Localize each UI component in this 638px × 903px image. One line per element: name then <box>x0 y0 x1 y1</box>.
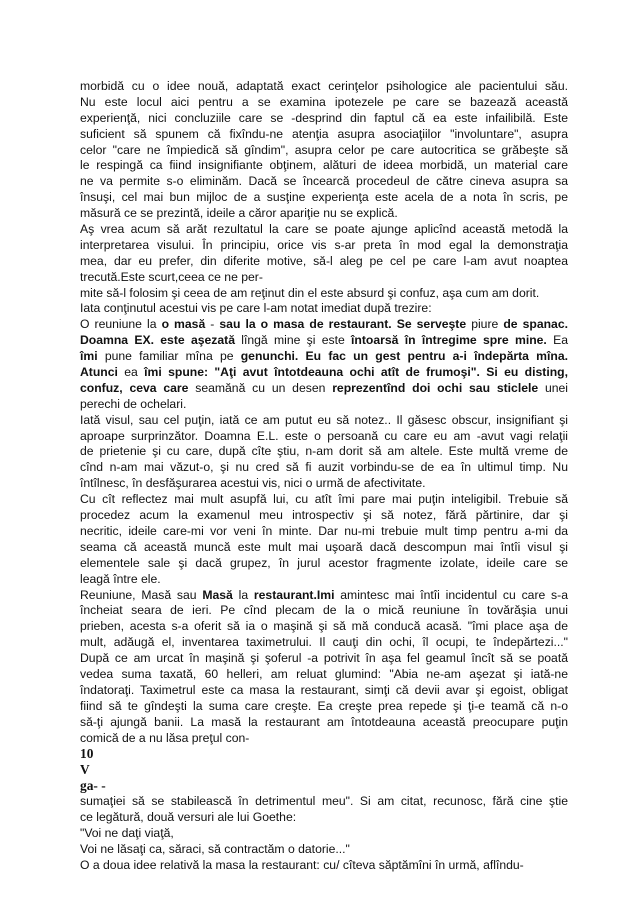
text-line <box>80 492 568 508</box>
text-run: sumaţiei să se stabilească în detrimentul meu". Si am citat, recunosc, fără cine ştie <box>80 794 568 809</box>
text-run: la <box>232 587 254 602</box>
bold-text-run: îmi <box>80 349 98 364</box>
text-line <box>80 413 568 429</box>
text-line <box>80 731 568 747</box>
text-line <box>80 619 568 635</box>
text-line <box>80 301 568 317</box>
text-run: comică de a nu lăsa preţul con- <box>80 730 250 745</box>
text-run: procedez acum la examenul meu introspectiv şi să notez, fără părtinire, dar şi <box>80 508 568 523</box>
text-line <box>80 222 568 238</box>
text-line <box>80 588 568 604</box>
text-run: pune familiar mîna pe <box>97 349 241 364</box>
bold-text-run: 10 <box>80 746 94 762</box>
text-line <box>80 444 568 460</box>
text-line <box>80 635 568 651</box>
text-run: mite să-l folosim şi ceea de am reţinut din el este absurd şi confuz, aşa cum am dorit. <box>80 285 540 300</box>
text-line <box>80 476 568 492</box>
text-run: aproape surprinzător. Doamna E.L. este o persoană cu care eu am -avut vagi relaţii <box>80 428 568 443</box>
text-line <box>80 651 568 667</box>
text-line <box>80 365 568 381</box>
text-line <box>80 858 568 874</box>
text-run: îndatoraţi. Taximetrul este ca masa la restaurant, simţi că devii avar şi egoist, obligat <box>80 682 568 697</box>
text-run: lîngă mine şi este <box>234 333 352 348</box>
text-line <box>80 238 568 254</box>
bold-text-run: genunchi. <box>240 349 299 364</box>
text-run: experienţă, nici concluziile care se -desprind din faptul că ea este infailibilă. Este <box>80 110 568 125</box>
text-line <box>80 111 568 127</box>
bold-text-run: Atunci <box>80 365 118 380</box>
text-run: Iata conţinutul acestui vis pe care l-am notat imediat după trezire: <box>80 301 432 316</box>
text-run <box>298 349 305 363</box>
text-line <box>80 778 568 794</box>
bold-text-run: ga- - <box>80 778 106 794</box>
text-line <box>80 810 568 826</box>
bold-text-run: V <box>80 762 90 778</box>
text-run: cînd n-am mai văzut-o, şi nu cred să fi auzit vorbindu-se de ea în ultimul timp. Nu <box>80 460 568 475</box>
text-run: celor "care ne împiedică să gîndim", asupra celor pe care autocritica se grăbeşte să <box>80 142 568 157</box>
text-run: ce legătură, două versuri ale lui Goethe: <box>80 809 297 824</box>
text-line <box>80 540 568 556</box>
text-run: O reuniune la <box>80 317 162 332</box>
text-line <box>80 603 568 619</box>
text-line <box>80 683 568 699</box>
text-run: perechi de ochelari. <box>80 396 187 411</box>
text-line <box>80 127 568 143</box>
text-line <box>80 95 568 111</box>
text-run: măsură ce se prezintă, ideile a căror apariţie nu se explică. <box>80 206 398 221</box>
bold-text-run: fac un gest pentru a-i îndepărta mîna. <box>328 349 568 364</box>
text-run: ne va permite s-o eliminăm. Dacă se încearcă procedeul de către cineva asupra sa <box>80 174 568 189</box>
bold-text-run: o masă <box>161 317 206 332</box>
text-run: Ea <box>546 333 568 348</box>
text-run: seamănă cu un desen <box>188 380 333 395</box>
text-run: necritic, ideile care-mi vor veni în minte. Dar nu-mi trebuie mult timp pentru a-mi da <box>80 523 568 538</box>
text-line <box>80 286 568 302</box>
text-run: elementele sale şi dacă grupez, în jurul acestor fragmente izolate, ideile care se <box>80 555 568 570</box>
text-run: unei <box>538 380 569 395</box>
bold-text-run: îmi spune: "Aţi avut întotdeauna ochi atît de frumoşi". Si eu disting, <box>144 365 568 380</box>
text-run: amintesc mai întîi incidentul cu care s-a <box>334 587 568 602</box>
text-run: încheiat seara de ieri. Pe cînd plecam de la o mică reuniune în tovărăşia unui <box>80 603 568 618</box>
text-run: le respingă ca fiind insignifiante obţinem, alături de ideea morbidă, un material care <box>80 158 568 173</box>
text-line <box>80 190 568 206</box>
text-line <box>80 381 568 397</box>
text-run: Reuniune, Masă sau <box>80 587 203 602</box>
bold-text-run: întoarsă în întregime spre mine. <box>351 333 547 348</box>
bold-text-run: Masă <box>202 587 233 602</box>
bold-text-run: de spanac. <box>503 317 569 332</box>
text-line <box>80 572 568 588</box>
text-line <box>80 842 568 858</box>
text-line <box>80 715 568 731</box>
text-line <box>80 794 568 810</box>
text-line <box>80 79 568 95</box>
text-run: ea <box>117 365 145 380</box>
text-line <box>80 254 568 270</box>
text-run: suficient să spunem că fixîndu-ne atenţia asupra asociaţiilor "involuntare", asupra <box>80 126 568 141</box>
text-run: Iată visul, sau cel puţin, iată ce am putut eu să notez.. Il găsesc obscur, insignifiant şi <box>80 412 568 427</box>
text-line <box>80 174 568 190</box>
text-line <box>80 508 568 524</box>
text-run: - <box>205 317 220 332</box>
bold-text-run: confuz, ceva care <box>80 380 189 395</box>
text-run: seama că această muncă este mult mai uşoară dacă descompun mai întîi visul şi <box>80 539 568 554</box>
text-run: O a doua idee relativă la masa la restaurant: cu/ cîteva săptămîni în urmă, aflîndu- <box>80 857 524 872</box>
text-line <box>80 429 568 445</box>
text-line <box>80 746 568 762</box>
text-line <box>80 349 568 365</box>
text-run: însuşi, cel mai bun mijloc de a susţine experienţa este acela de a nota în scris, pe <box>80 190 568 205</box>
text-line <box>80 206 568 222</box>
text-run: leagă între ele. <box>80 571 161 586</box>
text-line <box>80 397 568 413</box>
text-run: fiind să te gîndeşti la suma care creşte. Ea creşte prea repede şi ţi-e teamă că n-o <box>80 698 568 713</box>
text-line <box>80 524 568 540</box>
text-line <box>80 826 568 842</box>
text-run: mea, dar eu prefer, din diferite motive, să-l aleg pe cel pe care l-am avut noaptea <box>80 253 568 268</box>
text-run: Cu cît reflectez mai mult asupfă lui, cu atît îmi pare mai puţin inteligibil. Trebuie să <box>80 492 568 507</box>
text-run: După ce am urcat în maşină şi şoferul -a potrivit în aşa fel geamul încît să se poată <box>80 651 568 666</box>
text-line <box>80 667 568 683</box>
text-run: trecută.Este scurt,ceea ce ne per- <box>80 269 263 284</box>
bold-text-run: Doamna EX. este aşezată <box>80 333 235 348</box>
text-line <box>80 158 568 174</box>
text-run: prieben, acesta s-a oferit să ia o maşină şi să mă conducă acasă. "îmi place aşa de <box>80 619 568 634</box>
document-page <box>80 79 568 874</box>
text-run: de prietenie şi cu care, după cîte ştiu, n-am dorit să am altele. Este multă vreme de <box>80 444 568 459</box>
text-line <box>80 699 568 715</box>
text-run: Nu este locul aici pentru a se examina ipotezele pe care se bazează această <box>80 94 568 109</box>
bold-text-run: sau la o masa de restaurant. Se serveşte <box>219 317 467 332</box>
bold-text-run: restaurant.Imi <box>253 587 335 602</box>
text-line <box>80 556 568 572</box>
text-line <box>80 762 568 778</box>
text-line <box>80 460 568 476</box>
text-run: mult, adăugă el, inventarea taximetrului. Il cauţi din ochi, îl ocupi, te îndepărtezi..." <box>80 635 568 650</box>
text-run: Aş vrea acum să arăt rezultatul la care se poate ajunge aplicînd această metodă la <box>80 222 568 237</box>
text-run: întîlnesc, în desfăşurarea acestui vis, nici o urmă de afectivitate. <box>80 476 426 491</box>
bold-text-run: Eu <box>305 349 322 364</box>
text-run: vedea suma taxată, 60 helleri, am reluat glumind: "Abia ne-am aşezat şi iată-ne <box>80 666 568 681</box>
text-run: morbidă cu o idee nouă, adaptată exact cerinţelor psihologice ale pacientului său. <box>80 79 568 93</box>
text-run: piure <box>466 317 504 332</box>
text-line <box>80 270 568 286</box>
bold-text-run: reprezentînd doi ochi sau sticlele <box>332 380 539 395</box>
text-line <box>80 333 568 349</box>
text-run: să-ţi ajungă banii. La masă la restaurant am întotdeauna această preocupare puţin <box>80 714 568 729</box>
text-run: "Voi ne daţi viaţă, <box>80 825 174 840</box>
text-line <box>80 143 568 159</box>
text-run: interpretarea visului. În principiu, orice vis s-ar preta în mod egal la demonstraţia <box>80 237 568 252</box>
text-line <box>80 317 568 333</box>
text-run: Voi ne lăsaţi ca, săraci, să contractăm o datorie..." <box>80 841 350 856</box>
